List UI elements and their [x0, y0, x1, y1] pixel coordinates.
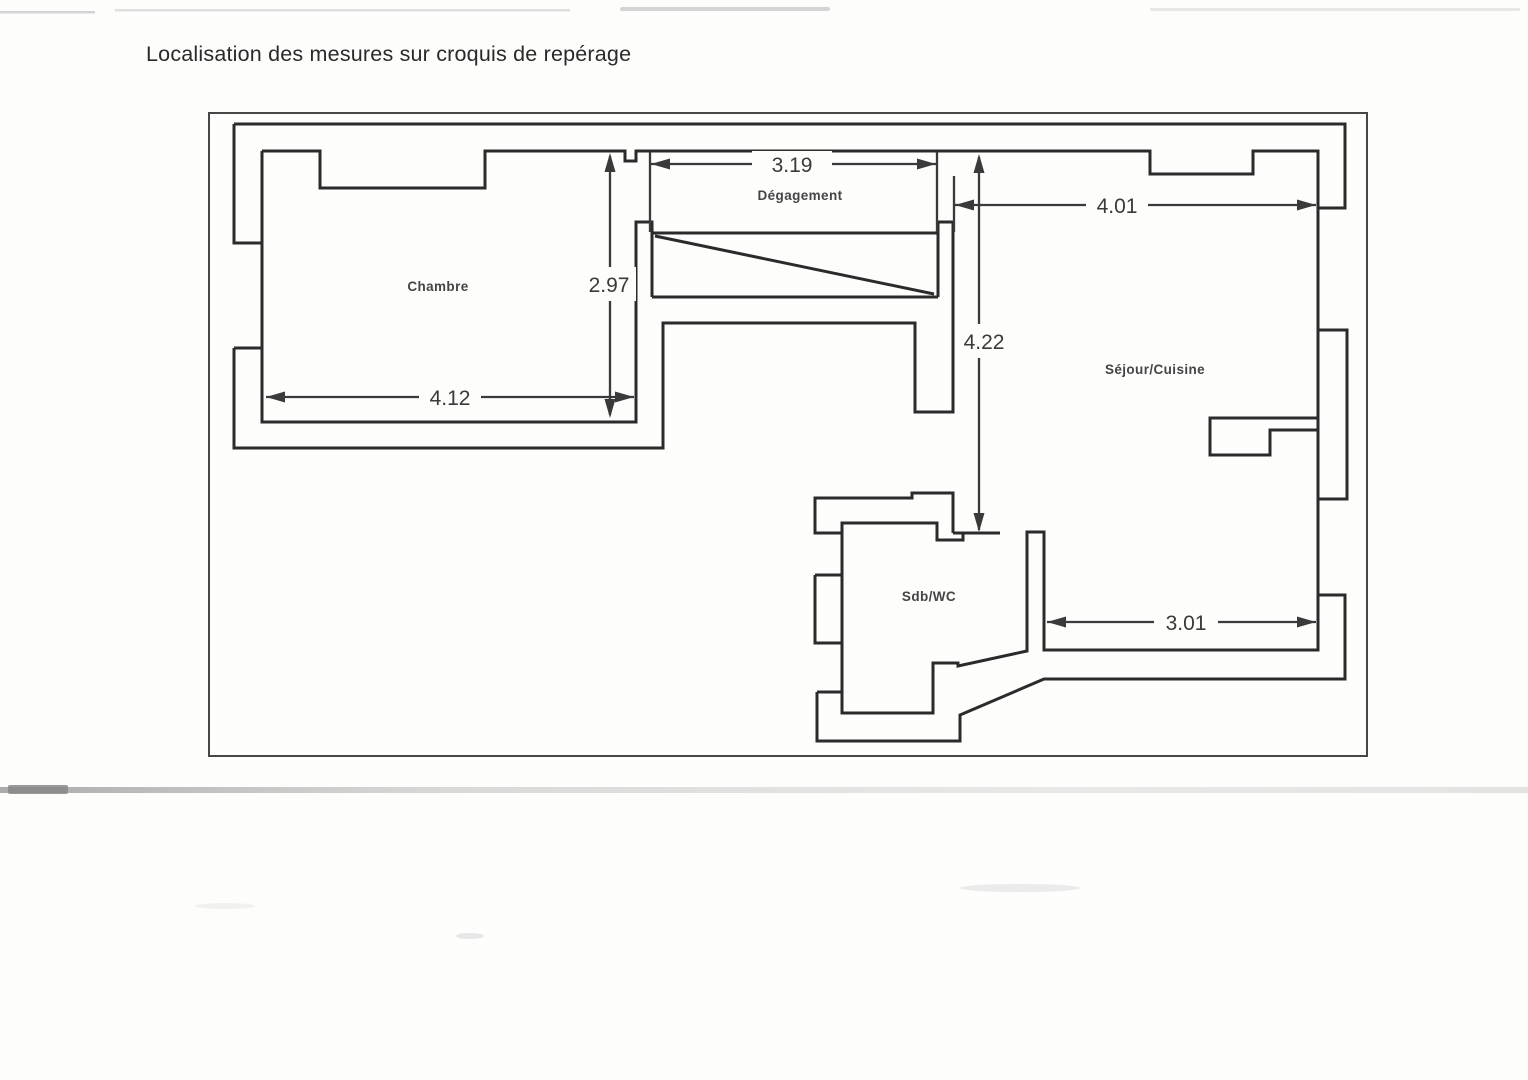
arrow-right-icon	[615, 392, 634, 403]
arrow-up-icon	[605, 153, 616, 172]
arrow-right-icon	[917, 159, 936, 170]
dimension-value: 4.12	[429, 387, 471, 410]
plan-border	[209, 113, 1367, 756]
dimension-value: 3.19	[771, 154, 813, 177]
arrow-up-icon	[974, 154, 985, 173]
room-label-sejour-cuisine: Séjour/Cuisine	[1104, 362, 1206, 377]
wall-sdb-bottom-exterior	[817, 595, 1345, 741]
room-label-chambre: Chambre	[407, 279, 469, 294]
dimension-value: 3.01	[1165, 612, 1207, 635]
walls	[234, 124, 1347, 741]
dimension-value: 2.97	[588, 274, 630, 297]
closet-diagonal-line	[655, 236, 934, 294]
wall-sejour-right-window	[1318, 330, 1347, 499]
room-label-degagement: Dégagement	[757, 188, 843, 203]
arrow-down-icon	[605, 399, 616, 418]
wall-sdb-left-window	[815, 575, 842, 643]
scan-artifact-top	[0, 7, 1520, 14]
arrow-left-icon	[266, 392, 285, 403]
arrow-right-icon	[1297, 617, 1316, 628]
dimension-sejour-top-width	[954, 176, 1316, 232]
arrow-down-icon	[974, 513, 985, 532]
wall-left-exterior-upper	[234, 124, 262, 243]
dimension-chambre-height	[583, 153, 636, 418]
wall-left-exterior-lower	[234, 222, 953, 448]
wall-sdb-top-exterior	[815, 493, 953, 533]
arrow-right-icon	[1297, 200, 1316, 211]
dimension-value: 4.22	[963, 331, 1005, 354]
dimension-value: 4.01	[1096, 195, 1138, 218]
arrow-left-icon	[1047, 617, 1066, 628]
arrow-left-icon	[651, 159, 670, 170]
wall-sejour-jut	[1210, 418, 1318, 455]
page-title: Localisation des mesures sur croquis de repérage	[146, 42, 632, 66]
arrow-left-icon	[955, 200, 974, 211]
scan-artifact-fold-line	[0, 785, 1528, 939]
room-label-sdb-wc: Sdb/WC	[901, 589, 957, 604]
dimension-sejour-bottom-width	[1047, 607, 1316, 638]
dimension-sejour-height	[956, 154, 1011, 532]
dimension-chambre-width	[266, 382, 634, 413]
